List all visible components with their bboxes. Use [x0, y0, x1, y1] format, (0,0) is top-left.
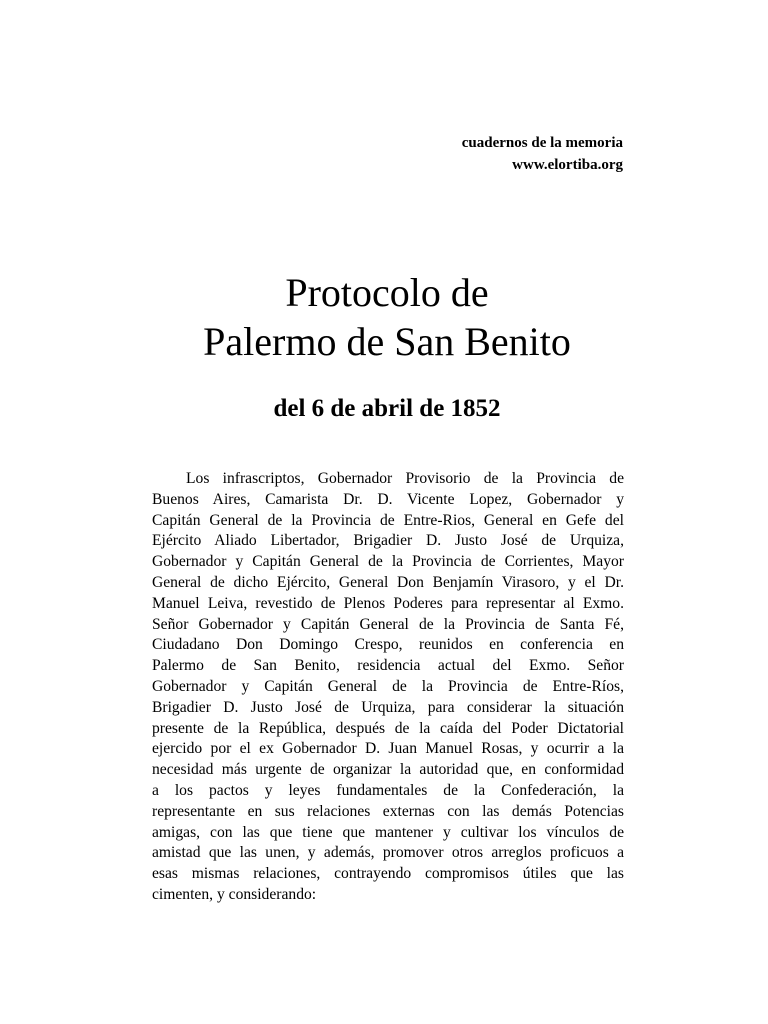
website-url: www.elortiba.org — [512, 157, 623, 173]
paragraph-line: Ciudadano Don Domingo Crespo, reunidos en conferencia en — [152, 636, 624, 654]
paragraph-line: Gobernador y Capitán General de la Provincia de Corrientes, Mayor — [152, 553, 624, 571]
paragraph-line: General de dicho Ejército, General Don Benjamín Virasoro, y el Dr. — [152, 573, 624, 591]
paragraph-line: necesidad más urgente de organizar la autoridad que, en conformidad — [152, 761, 624, 779]
paragraph-line: Brigadier D. Justo José de Urquiza, para considerar la situación — [152, 698, 624, 716]
paragraph-line: Señor Gobernador y Capitán General de la Provincia de Santa Fé, — [152, 615, 624, 633]
paragraph-line: amigas, con las que tiene que mantener y cultivar los vínculos de — [152, 823, 624, 841]
paragraph-line: Gobernador y Capitán General de la Provincia de Entre-Ríos, — [152, 677, 624, 695]
paragraph-line: esas mismas relaciones, contrayendo compromisos útiles que las — [152, 865, 624, 883]
header-meta — [462, 132, 623, 176]
series-name: cuadernos de la memoria — [461, 135, 623, 151]
document-title — [0, 268, 768, 366]
paragraph-line: Los infrascriptos, Gobernador Provisorio de la Provincia de — [186, 470, 624, 487]
paragraph-line: Manuel Leiva, revestido de Plenos Poderes para representar al Exmo. — [152, 594, 624, 612]
paragraph-line: presente de la República, después de la caída del Poder Dictatorial — [152, 719, 624, 737]
paragraph-line: Capitán General de la Provincia de Entre-Rios, General en Gefe del — [152, 511, 624, 529]
paragraph-line: ejercido por el ex Gobernador D. Juan Manuel Rosas, y ocurrir a la — [152, 740, 624, 758]
paragraph-line: cimenten, y considerando: — [152, 885, 317, 903]
document-subtitle: del 6 de abril de 1852 — [273, 395, 501, 422]
paragraph-line: representante en sus relaciones externas con las demás Potencias — [152, 802, 624, 820]
title-line-2: Palermo de San Benito — [203, 319, 571, 364]
paragraph-line: amistad que las unen, y además, promover otros arreglos proficuos a — [152, 844, 624, 862]
paragraph-line: Buenos Aires, Camarista Dr. D. Vicente Lopez, Gobernador y — [152, 490, 624, 508]
paragraph-line: Ejército Aliado Libertador, Brigadier D. Justo José de Urquiza, — [152, 532, 624, 550]
paragraph-line: a los pactos y leyes fundamentales de la Confederación, la — [152, 781, 624, 799]
paragraph-line: Palermo de San Benito, residencia actual del Exmo. Señor — [152, 657, 624, 675]
title-line-1: Protocolo de — [285, 270, 489, 315]
body-paragraph — [152, 469, 624, 906]
